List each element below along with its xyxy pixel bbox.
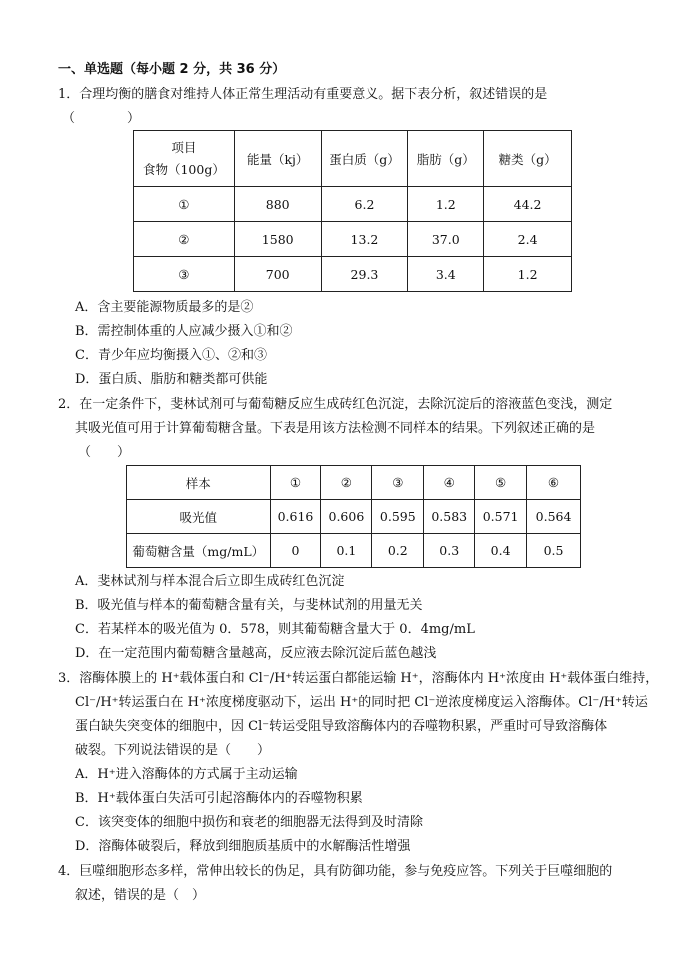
q1-option-a: A．含主要能源物质最多的是② [75, 300, 254, 315]
table-cell: 1.2 [408, 187, 484, 222]
q1-option-b: B．需控制体重的人应减少摄入①和② [75, 324, 293, 339]
q2-option-d: D．在一定范围内葡萄糖含量越高，反应液去除沉淀后蓝色越浅 [75, 646, 437, 661]
q1-header-corner [134, 131, 235, 187]
table-cell: ② [134, 222, 235, 257]
table-cell: 880 [234, 187, 321, 222]
table-cell: 3.4 [408, 257, 484, 292]
table-cell: 29.3 [321, 257, 408, 292]
q1-header-item: 项目 [171, 139, 197, 155]
table-cell: 6.2 [321, 187, 408, 222]
table-cell: ② [321, 466, 372, 500]
table-cell: 0.3 [424, 534, 475, 568]
q3-option-a: A．H⁺进入溶酶体的方式属于主动运输 [75, 767, 298, 782]
q3-stem-line-1: 3．溶酶体膜上的 H⁺载体蛋白和 Cl⁻/H⁺转运蛋白都能运输 H⁺，溶酶体内 H⁺浓度由 H⁺载体蛋白维持， [58, 671, 659, 686]
q3-stem-line-2: Cl⁻/H⁺转运蛋白在 H⁺浓度梯度驱动下，运出 H⁺的同时把 Cl⁻逆浓度梯度运入溶酶体。Cl⁻/H⁺转运 [75, 695, 648, 710]
q1-col-fat: 脂肪（g） [408, 131, 484, 187]
table-row [134, 257, 572, 292]
table-cell: 37.0 [408, 222, 484, 257]
q2-option-b: B．吸光值与样本的葡萄糖含量有关，与斐林试剂的用量无关 [75, 598, 423, 613]
table-row [127, 500, 581, 534]
table-cell: 0.4 [475, 534, 527, 568]
q3-option-b: B．H⁺载体蛋白失活可引起溶酶体内的吞噬物积累 [75, 791, 363, 806]
q1-col-energy: 能量（kj） [234, 131, 321, 187]
table-cell: ① [270, 466, 321, 500]
table-cell: ④ [424, 466, 475, 500]
q2-row-label-sample: 样本 [127, 466, 271, 500]
table-cell: 0.2 [372, 534, 424, 568]
table-cell: 0.1 [321, 534, 372, 568]
table-cell: 0.595 [372, 500, 424, 534]
q1-table-header-row [134, 131, 572, 187]
q1-option-d: D．蛋白质、脂肪和糖类都可供能 [75, 372, 268, 387]
q3-option-c: C．该突变体的细胞中损伤和衰老的细胞器无法得到及时清除 [75, 815, 423, 830]
table-cell: ③ [372, 466, 424, 500]
section-title: 一、单选题（每小题 2 分，共 36 分） [58, 62, 286, 77]
q1-stem-line-1: 1．合理均衡的膳食对维持人体正常生理活动有重要意义。据下表分析，叙述错误的是 [58, 87, 548, 102]
table-row [134, 222, 572, 257]
table-cell: 44.2 [484, 187, 572, 222]
q1-answer-blank: （ ） [62, 111, 141, 126]
q2-option-c: C．若某样本的吸光值为 0．578，则其葡萄糖含量大于 0．4mg/mL [75, 622, 475, 637]
table-cell: 13.2 [321, 222, 408, 257]
q1-header-food: 食物（100g） [142, 161, 225, 177]
q2-answer-blank: （ ） [78, 445, 131, 460]
q2-stem-line-2: 其吸光值可用于计算葡萄糖含量。下表是用该方法检测不同样本的结果。下列叙述正确的是 [75, 421, 596, 436]
table-cell: 1.2 [484, 257, 572, 292]
table-cell: 2.4 [484, 222, 572, 257]
q2-absorbance-table [126, 465, 581, 568]
q1-col-protein: 蛋白质（g） [321, 131, 408, 187]
table-cell: ① [134, 187, 235, 222]
q2-option-a: A．斐林试剂与样本混合后立即生成砖红色沉淀 [75, 574, 345, 589]
table-cell: 0 [270, 534, 321, 568]
q3-stem-line-4: 破裂。下列说法错误的是（ ） [75, 743, 271, 758]
q1-food-table [133, 130, 572, 292]
table-cell: 0.5 [527, 534, 581, 568]
table-cell: 700 [234, 257, 321, 292]
table-cell: 0.606 [321, 500, 372, 534]
table-cell: 1580 [234, 222, 321, 257]
table-cell: ⑥ [527, 466, 581, 500]
table-cell: ⑤ [475, 466, 527, 500]
q3-option-d: D．溶酶体破裂后，释放到细胞质基质中的水解酶活性增强 [75, 839, 411, 854]
q1-option-c: C．青少年应均衡摄入①、②和③ [75, 348, 267, 363]
table-cell: 0.583 [424, 500, 475, 534]
q4-stem-line-2: 叙述，错误的是（ ） [75, 888, 206, 903]
table-cell: 0.564 [527, 500, 581, 534]
table-cell: 0.571 [475, 500, 527, 534]
table-row [127, 534, 581, 568]
table-cell: ③ [134, 257, 235, 292]
table-row [134, 187, 572, 222]
table-row [127, 466, 581, 500]
q2-row-label-glucose: 葡萄糖含量（mg/mL） [127, 534, 271, 568]
q2-stem-line-1: 2．在一定条件下，斐林试剂可与葡萄糖反应生成砖红色沉淀，去除沉淀后的溶液蓝色变浅，测定 [58, 397, 613, 412]
table-cell: 0.616 [270, 500, 321, 534]
q3-stem-line-3: 蛋白缺失突变体的细胞中，因 Cl⁻转运受阻导致溶酶体内的吞噬物积累，严重时可导致溶酶体 [75, 719, 608, 734]
q4-stem-line-1: 4．巨噬细胞形态多样，常伸出较长的伪足，具有防御功能，参与免疫应答。下列关于巨噬细胞的 [58, 864, 613, 879]
q1-col-sugar: 糖类（g） [484, 131, 572, 187]
q2-row-label-absorbance: 吸光值 [127, 500, 271, 534]
